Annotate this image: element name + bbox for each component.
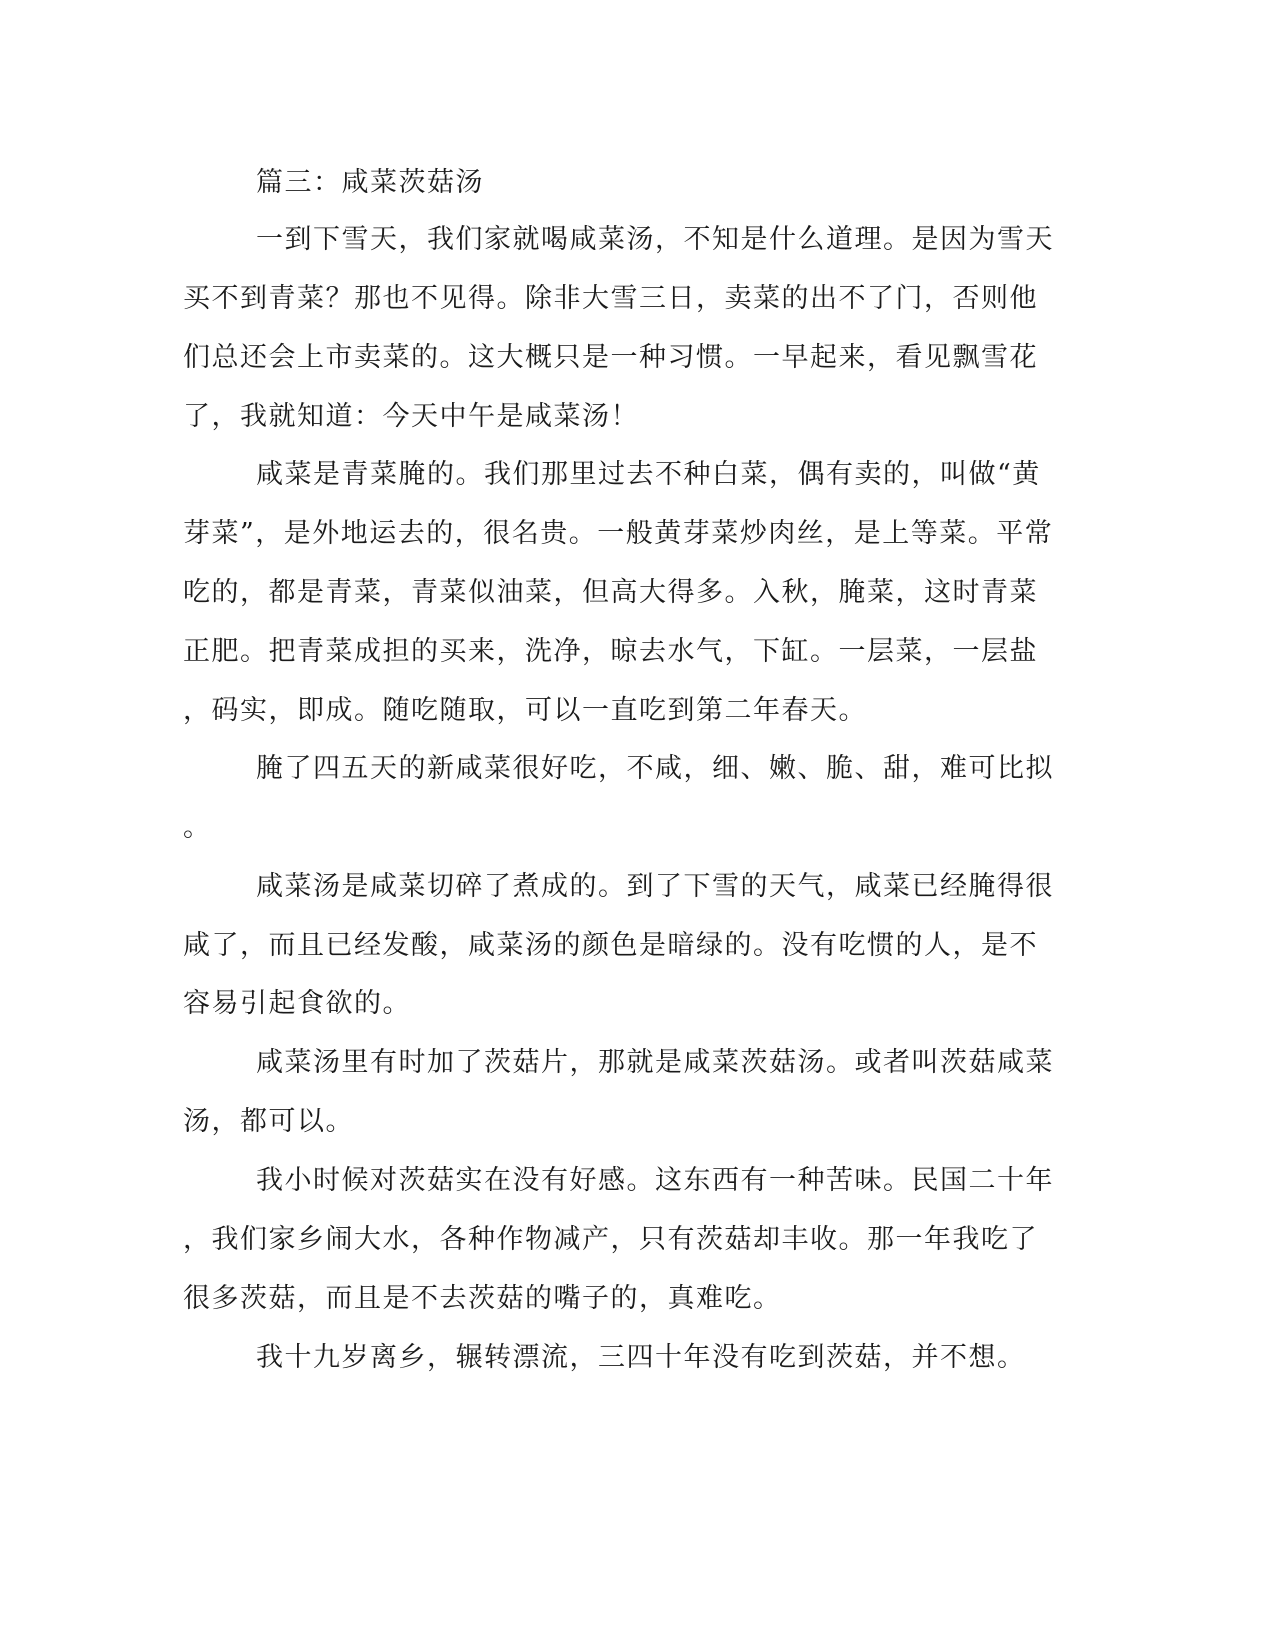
paragraph-1-line-3: 们总还会上市卖菜的。这大概只是一种习惯。一早起来，看见飘雪花 [183, 342, 1038, 373]
paragraph-6-line-1: 我小时候对茨菇实在没有好感。这东西有一种苦味。民国二十年 [256, 1165, 1054, 1196]
paragraph-1-line-4: 了，我就知道：今天中午是咸菜汤！ [183, 401, 639, 432]
paragraph-1-line-2: 买不到青菜？那也不见得。除非大雪三日，卖菜的出不了门，否则他 [183, 283, 1038, 314]
paragraph-5-line-2: 汤，都可以。 [183, 1106, 354, 1137]
paragraph-2-line-3: 吃的，都是青菜，青菜似油菜，但高大得多。入秋，腌菜，这时青菜 [183, 577, 1038, 608]
paragraph-6-line-3: 很多茨菇，而且是不去茨菇的嘴子的，真难吃。 [183, 1283, 782, 1314]
paragraph-4-line-3: 容易引起食欲的。 [183, 988, 411, 1019]
paragraph-2-line-4: 正肥。把青菜成担的买来，洗净，晾去水气，下缸。一层菜，一层盐 [183, 636, 1038, 667]
paragraph-2-line-5: ，码实，即成。随吃随取，可以一直吃到第二年春天。 [183, 695, 867, 726]
paragraph-7-line-1: 我十九岁离乡，辗转漂流，三四十年没有吃到茨菇，并不想。 [256, 1342, 1026, 1373]
paragraph-3-line-1: 腌了四五天的新咸菜很好吃，不咸，细、嫩、脆、甜，难可比拟 [256, 753, 1054, 784]
paragraph-5-line-1: 咸菜汤里有时加了茨菇片，那就是咸菜茨菇汤。或者叫茨菇咸菜 [256, 1047, 1054, 1078]
paragraph-4-line-2: 咸了，而且已经发酸，咸菜汤的颜色是暗绿的。没有吃惯的人，是不 [183, 930, 1038, 961]
document-title: 篇三：咸菜茨菇汤 [256, 167, 484, 198]
paragraph-4-line-1: 咸菜汤是咸菜切碎了煮成的。到了下雪的天气，咸菜已经腌得很 [256, 871, 1054, 902]
paragraph-2-line-1: 咸菜是青菜腌的。我们那里过去不种白菜，偶有卖的，叫做“黄 [256, 459, 1041, 490]
paragraph-3-line-2: 。 [183, 812, 212, 843]
paragraph-1-line-1: 一到下雪天，我们家就喝咸菜汤，不知是什么道理。是因为雪天 [256, 224, 1054, 255]
paragraph-6-line-2: ，我们家乡闹大水，各种作物减产，只有茨菇却丰收。那一年我吃了 [183, 1224, 1038, 1255]
paragraph-2-line-2: 芽菜”，是外地运去的，很名贵。一般黄芽菜炒肉丝，是上等菜。平常 [183, 518, 1054, 549]
